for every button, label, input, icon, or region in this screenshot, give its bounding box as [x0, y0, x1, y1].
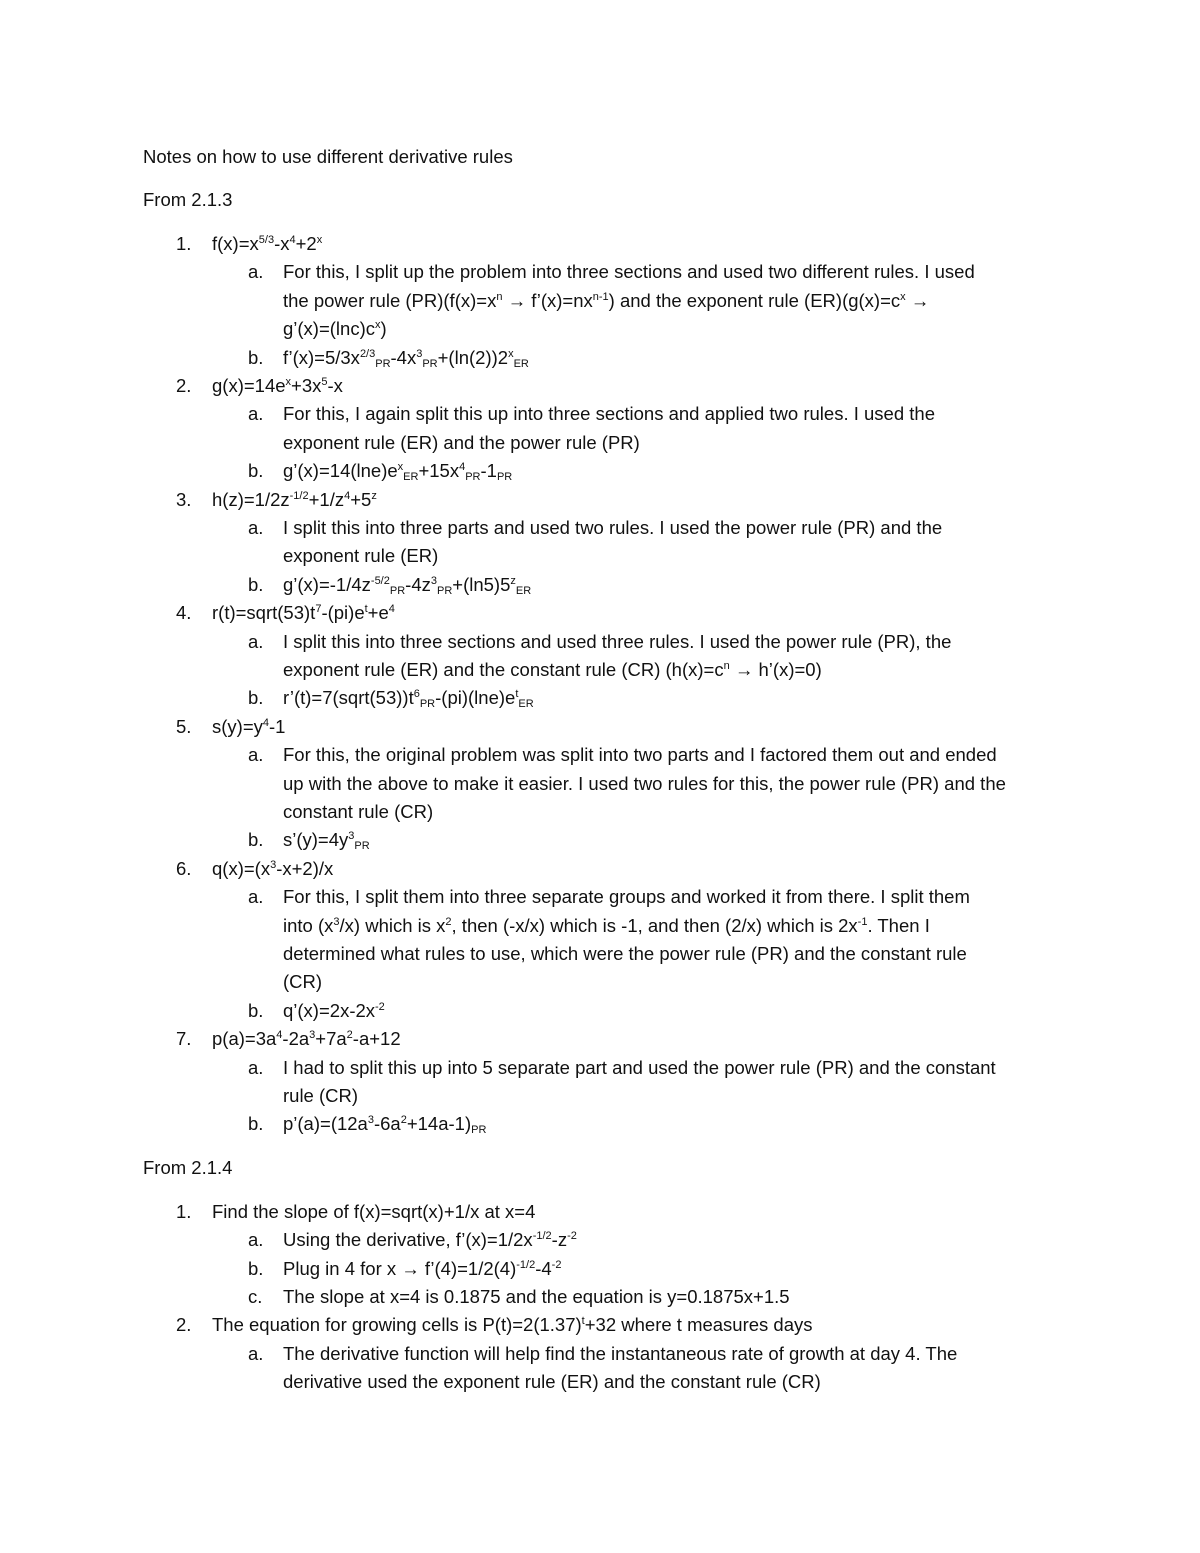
- sub-item-text: into $(x^3/x)$ which is $x^2$, then (-x/x) which is -1, and then (2/x) which is $2x^{-1}$. Then I: [283, 914, 930, 936]
- item-equation: $f(x)=x^{5/3}-x^4+2^x$: [212, 233, 323, 254]
- section-heading: From 2.1.4: [143, 1156, 233, 1178]
- sub-item-label: b.: [248, 1113, 264, 1135]
- sub-item-text: exponent rule (ER) and the power rule (PR): [283, 431, 640, 453]
- sub-item-label: b.: [248, 460, 264, 482]
- item-number: 4.: [176, 602, 192, 624]
- sub-item-label: b.: [248, 687, 264, 709]
- sub-item-text: exponent rule (ER) and the constant rule (CR) ($h(x)=c^n$ → h’(x)=0): [283, 659, 822, 680]
- item-equation: $r(t)=sqrt(53)t^7-(pi)e^t+e^4$: [212, 602, 395, 624]
- sub-item-label: a.: [248, 744, 264, 766]
- sub-item-text: I split this into three parts and used two rules. I used the power rule (PR) and the: [283, 517, 943, 538]
- sub-item-text: $s’(y)=4y^3_{PR}$: [283, 829, 370, 853]
- sub-item-label: b.: [248, 573, 264, 595]
- sub-item-label: b.: [248, 1257, 264, 1279]
- sub-item-text: The slope at x=4 is 0.1875 and the equation is y=0.1875x+1.5: [283, 1286, 790, 1307]
- sub-item-label: b.: [248, 346, 264, 368]
- item-equation: Find the slope of f(x)=sqrt(x)+1/x at x=4: [212, 1200, 536, 1222]
- item-number: 1.: [176, 1200, 192, 1222]
- sub-item-text: up with the above to make it easier. I used two rules for this, the power rule (PR) and the: [283, 772, 1006, 794]
- sub-item-text: For this, I split them into three separate groups and worked it from there. I split them: [283, 886, 970, 908]
- sub-item-text: the power rule $(PR)(f(x)=x^n$ → $f’(x)=nx^{n-1}$) and the exponent rule $(ER)(g(x)=c^x$ →: [283, 289, 930, 311]
- item-equation: $p(a)=3a^4-2a^3+7a^2-a+12$: [212, 1028, 401, 1050]
- sub-item-label: b.: [248, 999, 264, 1021]
- sub-item-text: rule (CR): [283, 1085, 359, 1106]
- sub-item-label: a.: [248, 1056, 264, 1078]
- sub-item-text: $g’(x)=(\ln c)c^x$): [283, 318, 387, 340]
- sub-item-label: a.: [248, 630, 264, 652]
- sub-item-text: $g’(x)=14(\ln e)e^x_{ER}+15x^4_{PR}-1_{PR}$: [283, 460, 513, 484]
- item-equation: $q(x)=(x^3-x+2)/x$: [212, 857, 334, 879]
- item-number: 5.: [176, 715, 192, 737]
- item-equation: The equation for growing cells is $P(t)=2(1.37)^t+32$ where t measures days: [212, 1314, 813, 1336]
- sub-item-text: $r’(t)=7(sqrt(53))t^6_{PR}-(pi)(\ln e)e^t_{ER}$: [283, 687, 534, 711]
- sub-item-label: b.: [248, 829, 264, 851]
- sub-item-text: exponent rule (ER): [283, 545, 439, 567]
- sub-item-text: I had to split this up into 5 separate part and used the power rule (PR) and the constant: [283, 1056, 996, 1078]
- item-number: 2.: [176, 1314, 192, 1336]
- sub-item-label: a.: [248, 886, 264, 908]
- sub-item-label: a.: [248, 1342, 264, 1364]
- sub-item-text: $g’(x)=-1/4z^{-5/2}_{PR}-4z^3_{PR}+(\ln 5)5^z_{ER}$: [283, 573, 532, 597]
- sub-item-text: Plug in 4 for $x \to f’(4)=1/2(4)^{-1/2}-4^{-2}$: [283, 1257, 562, 1279]
- sub-item-text: I split this into three sections and used three rules. I used the power rule (PR), the: [283, 630, 952, 652]
- item-number: 3.: [176, 488, 192, 510]
- sub-item-text: For this, I split up the problem into three sections and used two different rules. I used: [283, 261, 975, 283]
- sub-item-text: $f’(x)=5/3x^{2/3}_{PR}-4x^3_{PR}+(\ln(2))2^x_{ER}$: [283, 346, 529, 370]
- sub-item-text: The derivative function will help find the instantaneous rate of growth at day 4. The: [283, 1342, 958, 1364]
- item-number: 7.: [176, 1028, 192, 1050]
- sub-item-text: derivative used the exponent rule (ER) and the constant rule (CR): [283, 1371, 821, 1393]
- item-equation: $g(x)=14e^x+3x^5-x$: [212, 375, 343, 396]
- item-number: 6.: [176, 857, 192, 879]
- document-title: Notes on how to use different derivative rules: [143, 146, 513, 167]
- sub-item-text: For this, the original problem was split into two parts and I factored them out and ended: [283, 744, 997, 766]
- sub-item-text: (CR): [283, 971, 323, 993]
- sub-item-text: $p’(a)=(12a^3-6a^2+14a-1)_{PR}$: [283, 1113, 487, 1137]
- sub-item-text: Using the derivative, $f’(x)=1/2x^{-1/2}-z^{-2}$: [283, 1229, 577, 1251]
- item-equation: $h(z)=1/2z^{-1/2}+1/z^4+5^z$: [212, 488, 377, 510]
- sub-item-text: For this, I again split this up into three sections and applied two rules. I used the: [283, 403, 935, 425]
- sub-item-text: determined what rules to use, which were the power rule (PR) and the constant rule: [283, 943, 967, 964]
- sub-item-label: a.: [248, 1229, 264, 1251]
- section-heading: From 2.1.3: [143, 189, 233, 210]
- sub-item-label: a.: [248, 261, 264, 283]
- item-equation: $s(y)=y^4-1$: [212, 715, 286, 737]
- item-number: 1.: [176, 233, 192, 254]
- sub-item-label: a.: [248, 517, 264, 538]
- sub-item-label: c.: [248, 1286, 263, 1307]
- sub-item-text: $q’(x)=2x-2x^{-2}$: [283, 999, 385, 1021]
- sub-item-label: a.: [248, 403, 264, 425]
- item-number: 2.: [176, 375, 192, 396]
- sub-item-text: constant rule (CR): [283, 801, 434, 822]
